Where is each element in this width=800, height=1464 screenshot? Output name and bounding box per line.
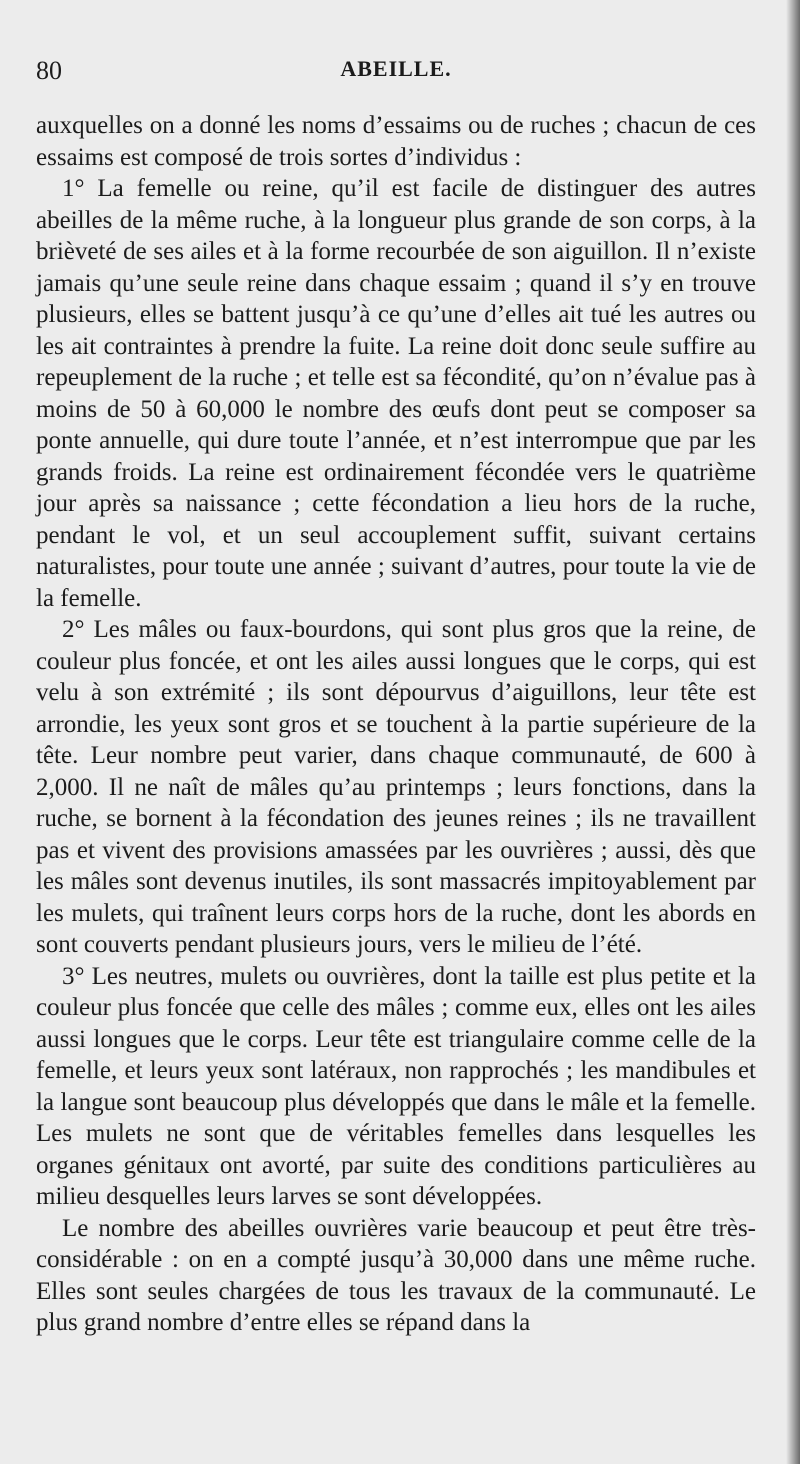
page-edge-shadow (786, 0, 800, 1464)
paragraph-neutres: 3° Les neutres, mulets ou ouvrières, dont la taille est plus petite et la couleur plus foncée que celle des mâles ; comme eux, elles ont les ailes aussi longues que le corps. Leur tête est triangulaire comme celle de la femelle, et leurs yeux sont latéraux, non rapprochés ; les mandibules et la langue sont beaucoup plus développés que dans le mâle et la femelle. Les mulets ne sont que de véritables femelles dans lesquelles les organes génitaux ont avorté, par suite des conditions particulières au milieu desquelles leurs larves se sont développées. (36, 962, 756, 1210)
page-number: 80 (36, 56, 62, 85)
paragraph-continuation: auxquelles on a donné les noms d’essaims ou de ruches ; chacun de ces essaims est composé de trois sortes d’individus : (36, 112, 756, 171)
paragraph-femelle: 1° La femelle ou reine, qu’il est facile de distinguer des autres abeilles de la même ruche, à la longueur plus grande de son corps, à la brièveté de ses ailes et à la forme recourbée de son aiguillon. Il n’existe jamais qu’une seule reine dans chaque essaim ; quand il s’y en trouve plusieurs, elles se battent jusqu’à ce qu’une d’elles ait tué les autres ou les ait contraintes à prendre la fuite. La reine doit donc seule suffire au repeuplement de la ruche ; et telle est sa fécondité, qu’on n’évalue pas à moins de 50 à 60,000 le nombre des œufs dont peut se composer sa ponte annuelle, qui dure toute l’année, et n’est interrompue que par les grands froids. La reine est ordinairement fécondée vers le quatrième jour après sa naissance ; cette fécondation a lieu hors de la ruche, pendant le vol, et un seul accouplement suffit, suivant certains naturalistes, pour toute une année ; suivant d’autres, pour toute la vie de la femelle. (36, 175, 756, 612)
body-text (36, 110, 756, 1339)
paragraph-nombre: Le nombre des abeilles ouvrières varie beaucoup et peut être très-considérable : on en a compté jusqu’à 30,000 dans une même ruche. Elles sont seules chargées de tous les travaux de la communauté. Le plus grand nombre d’entre elles se répand dans la (36, 1214, 756, 1336)
page-header (36, 56, 756, 90)
running-head: ABEILLE. (340, 56, 452, 81)
paragraph-males: 2° Les mâles ou faux-bourdons, qui sont plus gros que la reine, de couleur plus foncée, et ont les ailes aussi longues que le corps, qui est velu à son extrémité ; ils sont dépourvus d’aiguillons, leur tête est arrondie, les yeux sont gros et se touchent à la partie supérieure de la tête. Leur nombre peut varier, dans chaque communauté, de 600 à 2,000. Il ne naît de mâles qu’au printemps ; leurs fonctions, dans la ruche, se bornent à la fécondation des jeunes reines ; ils ne travaillent pas et vivent des provisions amassées par les ouvrières ; aussi, dès que les mâles sont devenus inutiles, ils sont massacrés impitoyablement par les mulets, qui traînent leurs corps hors de la ruche, dont les abords en sont couverts pendant plusieurs jours, vers le milieu de l’été. (36, 616, 756, 958)
